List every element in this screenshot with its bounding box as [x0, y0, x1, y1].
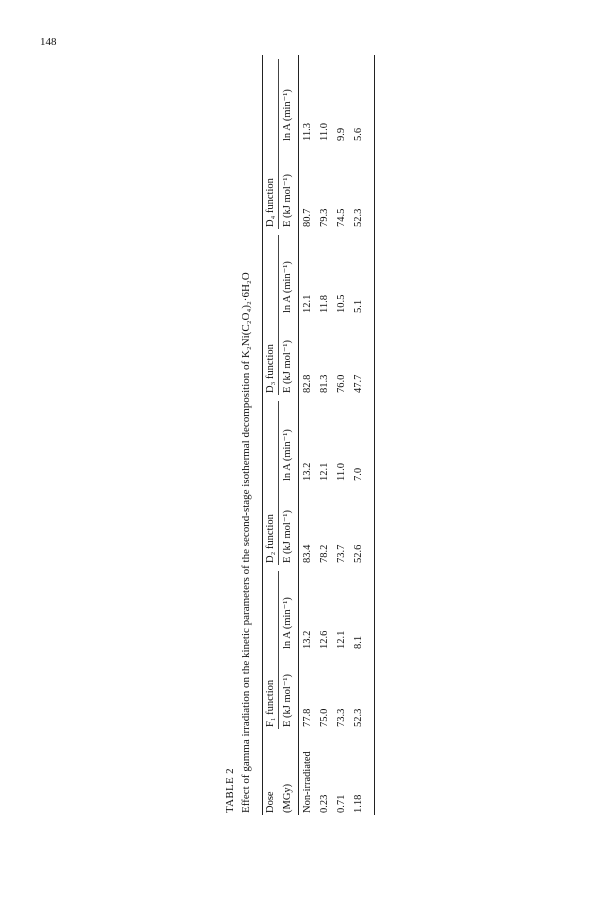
table-bottom-rule: [374, 55, 375, 815]
table-cell: 52.3: [353, 708, 364, 727]
table-cell: 11.8: [319, 295, 330, 313]
table-cell: 80.7: [302, 208, 313, 227]
table-cell: 13.2: [302, 462, 313, 481]
table-cell: 5.1: [353, 299, 364, 313]
table-cell: 79.3: [319, 208, 330, 227]
group-header-d4: D₄ function: [265, 178, 276, 227]
col-header-lna-d4: ln A (min⁻¹): [282, 89, 293, 141]
table-cell: 76.0: [336, 374, 347, 393]
table-cell: 73.3: [336, 708, 347, 727]
col-header-e-d2: E (kJ mol⁻¹): [282, 509, 293, 563]
group-rule-d2: [278, 401, 279, 565]
table-top-rule: [262, 55, 263, 815]
rotated-table-block: [222, 55, 380, 815]
table-cell: 5.6: [353, 127, 364, 141]
table-cell: 12.6: [319, 630, 330, 649]
table-cell: 7.0: [353, 467, 364, 481]
table-cell: 12.1: [302, 294, 313, 313]
table-cell: 81.3: [319, 374, 330, 393]
col-header-lna-d2: ln A (min⁻¹): [282, 429, 293, 481]
table-cell: 52.6: [353, 544, 364, 563]
group-rule-d3: [278, 235, 279, 395]
table-cell: 52.3: [353, 208, 364, 227]
group-header-d3: D₃ function: [265, 344, 276, 393]
table-label: TABLE 2: [224, 768, 236, 813]
table-cell: 83.4: [302, 544, 313, 563]
table-cell: 47.7: [353, 374, 364, 393]
dose-unit: (MGy): [282, 783, 293, 813]
table-caption: Effect of gamma irradiation on the kinetic parameters of the second-stage isothermal decomposition of K₂Ni(C₂O₄)₂·6H₂O: [240, 272, 252, 813]
table-cell: 74.5: [336, 208, 347, 227]
table-cell: 75.0: [319, 708, 330, 727]
col-header-lna-d3: ln A (min⁻¹): [282, 261, 293, 313]
table-cell: 12.1: [336, 630, 347, 649]
table-cell: 11.3: [302, 123, 313, 141]
table-cell-dose: 0.71: [336, 794, 347, 813]
table-cell: 9.9: [336, 127, 347, 141]
page-number: 148: [40, 36, 57, 48]
col-header-e-f1: E (kJ mol⁻¹): [282, 673, 293, 727]
col-header-lna-f1: ln A (min⁻¹): [282, 597, 293, 649]
table-cell: 78.2: [319, 544, 330, 563]
table-cell: 73.7: [336, 544, 347, 563]
table-cell: 10.5: [336, 294, 347, 313]
group-rule-d4: [278, 59, 279, 229]
table-cell-dose: 0.23: [319, 794, 330, 813]
dose-header: Dose: [265, 791, 276, 813]
group-header-d2: D₂ function: [265, 514, 276, 563]
table-cell-dose: 1.18: [353, 794, 364, 813]
col-header-e-d4: E (kJ mol⁻¹): [282, 173, 293, 227]
table-cell-dose: Non-irradiated: [302, 751, 313, 813]
table-cell: 12.1: [319, 462, 330, 481]
table-cell: 82.8: [302, 374, 313, 393]
table-cell: 11.0: [336, 463, 347, 481]
table-cell: 77.8: [302, 708, 313, 727]
col-header-e-d3: E (kJ mol⁻¹): [282, 339, 293, 393]
table-header-rule: [298, 55, 299, 815]
table-cell: 11.0: [319, 123, 330, 141]
group-rule-f1: [278, 571, 279, 729]
table-cell: 8.1: [353, 635, 364, 649]
group-header-f1: F₁ function: [265, 679, 276, 727]
table-cell: 13.2: [302, 630, 313, 649]
